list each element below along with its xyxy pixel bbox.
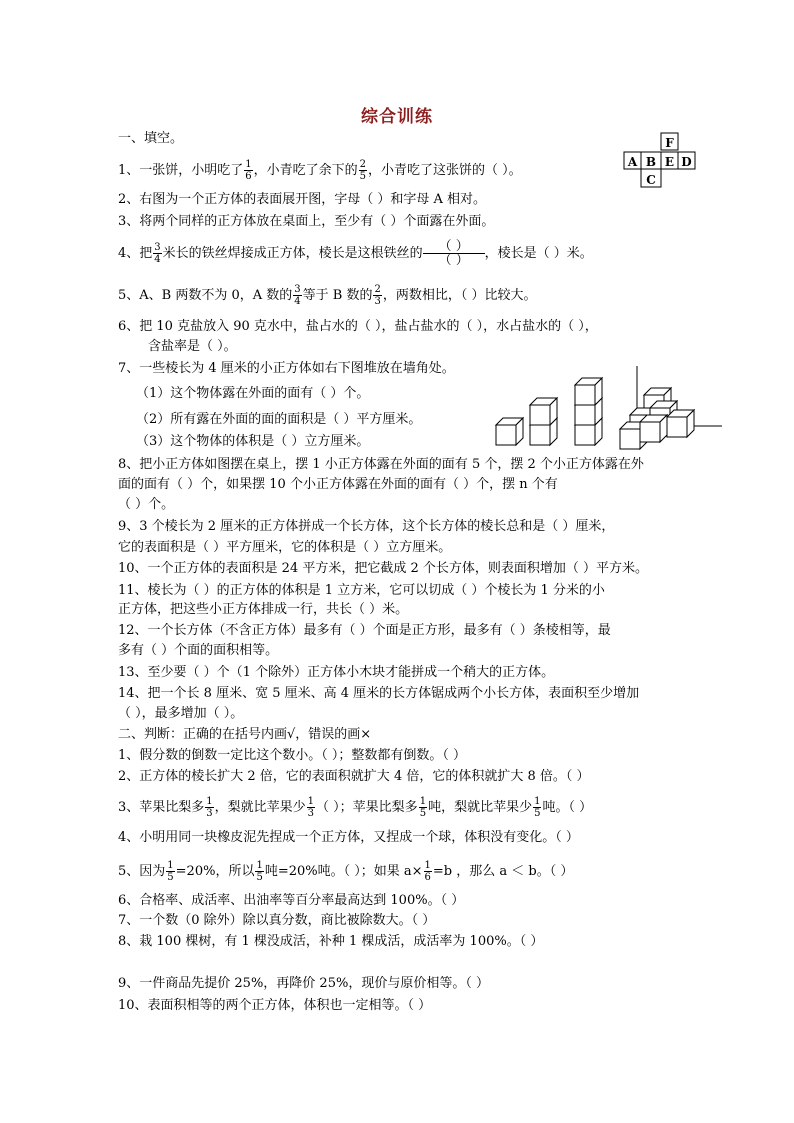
judge-6: 6、合格率、成活率、出油率等百分率最高达到 100%。（ ） <box>118 893 465 908</box>
blank-fraction: （ ） （ ） <box>423 240 485 267</box>
question-7: 7、一些棱长为 4 厘米的小正方体如右下图堆放在墙角处。 <box>118 361 455 376</box>
fraction: $\frac{1}{5}$ <box>167 860 174 883</box>
fraction: $\frac{1}{6}$ <box>424 860 431 883</box>
judge-9: 9、一件商品先提价 25%，再降价 25%，现价与原价相等。（ ） <box>118 976 489 991</box>
net-label-c: C <box>646 173 656 187</box>
fraction: $\frac{1}{6}$ <box>245 159 252 182</box>
fraction: $\frac{1}{5}$ <box>256 860 263 883</box>
fraction: $\frac{3}{4}$ <box>294 284 301 307</box>
question-6-cont: 含盐率是（ ）。 <box>148 339 237 354</box>
question-7-1: （1）这个物体露在外面的面有（ ）个。 <box>136 386 370 401</box>
fraction: $\frac{2}{5}$ <box>359 159 367 182</box>
question-1: 1、一张饼，小明吃了 $\frac{1}{6}$ ，小青吃了余下的 $\frac{2}{5}$ ，小青吃了这张饼的（ ）。 <box>118 159 522 182</box>
question-11: 11、棱长为（ ）的正方体的体积是 1 立方米，它可以切成（ ）个棱长为 1 分米的小 <box>118 583 605 598</box>
judge-7: 7、一个数（0 除外）除以真分数，商比被除数大。（ ） <box>118 913 436 928</box>
net-label-e: E <box>664 155 675 169</box>
net-label-f: F <box>665 136 674 150</box>
fraction: $\frac{1}{5}$ <box>419 796 427 819</box>
question-7-3: （3）这个物体的体积是（ ）立方厘米。 <box>136 434 370 449</box>
question-9-cont: 它的表面积是（ ）平方厘米，它的体积是（ ）立方厘米。 <box>118 540 452 555</box>
question-8-cont2: （ ）个。 <box>118 497 175 512</box>
question-6: 6、把 10 克盐放入 90 克水中，盐占水的（ ），盐占盐水的（ ），水占盐水的（ ）， <box>118 319 598 334</box>
question-9: 9、3 个棱长为 2 厘米的正方体拼成一个长方体，这个长方体的棱长总和是（ ）厘米， <box>118 519 615 534</box>
net-label-d: D <box>681 155 692 169</box>
question-11-cont: 正方体，把这些小正方体排成一行，共长（ ）米。 <box>118 602 409 617</box>
stacked-cubes-figure <box>492 360 727 450</box>
question-13: 13、至少要（ ）个（1 个除外）正方体小木块才能拼成一个稍大的正方体。 <box>118 665 555 680</box>
question-12-cont: 多有（ ）个面的面积相等。 <box>118 643 279 658</box>
question-7-2: （2）所有露在外面的面的面积是（ ）平方厘米。 <box>136 412 422 427</box>
section-2-heading: 二、判断：正确的在括号内画√，错误的画× <box>118 727 372 742</box>
fraction: $\frac{2}{3}$ <box>374 284 381 307</box>
judge-8: 8、栽 100 棵树，有 1 棵没成活，补种 1 棵成活，成活率为 100%。（ ） <box>118 934 544 949</box>
fraction: $\frac{1}{5}$ <box>534 796 541 819</box>
question-3: 3、将两个同样的正方体放在桌面上，至少有（ ）个面露在外面。 <box>118 214 495 229</box>
net-label-b: B <box>645 155 657 169</box>
judge-5: 5、因为 $\frac{1}{5}$ =20%，所以 $\frac{1}{5}$ 吨=20%吨。（ ）；如果 a× $\frac{1}{6}$ =b ，那么 a ＜ b。（ ） <box>118 860 574 883</box>
fraction: $\frac{1}{3}$ <box>307 796 315 819</box>
judge-3: 3、苹果比梨多 $\frac{1}{3}$ ，梨就比苹果少 $\frac{1}{3}$ （ ）；苹果比梨多 $\frac{1}{5}$ 吨，梨就比苹果少 $\frac{1}{5}$ 吨。（ ） <box>118 796 593 819</box>
net-label-a: A <box>627 155 638 169</box>
judge-2: 2、正方体的棱长扩大 2 倍，它的表面积就扩大 4 倍，它的体积就扩大 8 倍。（ ） <box>118 769 590 784</box>
question-8-cont: 面的面有（ ）个，如果摆 10 个小正方体露在外面的面有（ ）个，摆 n 个有 <box>118 477 558 492</box>
judge-1: 1、假分数的倒数一定比这个数小。（ ）；整数都有倒数。（ ） <box>118 748 467 763</box>
section-1-heading: 一、填空。 <box>118 131 184 146</box>
fraction: $\frac{1}{3}$ <box>206 796 213 819</box>
question-4: 4、把 $\frac{3}{4}$ 米长的铁丝焊接成正方体，棱长是这根铁丝的 （ ） （ ） ，棱长是（ ）米。 <box>118 239 593 268</box>
question-2: 2、右图为一个正方体的表面展开图，字母（ ）和字母 A 相对。 <box>118 192 487 207</box>
judge-4: 4、小明用同一块橡皮泥先捏成一个正方体，又捏成一个球，体积没有变化。（ ） <box>118 830 579 845</box>
page-title: 综合训练 <box>361 107 433 127</box>
question-5: 5、A、B 两数不为 0，A 数的 $\frac{3}{4}$ 等于 B 数的 $\frac{2}{3}$ ，两数相比，（ ）比较大。 <box>118 284 537 307</box>
cube-net-figure <box>620 132 700 192</box>
question-8: 8、把小正方体如图摆在桌上，摆 1 小正方体露在外面的面有 5 个，摆 2 个小正方体露在外 <box>118 457 644 472</box>
question-14: 14、把一个长 8 厘米、宽 5 厘米、高 4 厘米的长方体锯成两个小长方体，表面积至少增加 <box>118 686 640 701</box>
question-14-cont: （ ），最多增加（ ）。 <box>118 706 244 721</box>
question-12: 12、一个长方体（不含正方体）最多有（ ）个面是正方形，最多有（ ）条棱相等，最 <box>118 623 611 638</box>
question-10: 10、一个正方体的表面积是 24 平方米，把它截成 2 个长方体，则表面积增加（ ）平方米。 <box>118 561 649 576</box>
fraction: $\frac{3}{4}$ <box>154 242 161 265</box>
judge-10: 10、表面积相等的两个正方体，体积也一定相等。（ ） <box>118 998 432 1013</box>
